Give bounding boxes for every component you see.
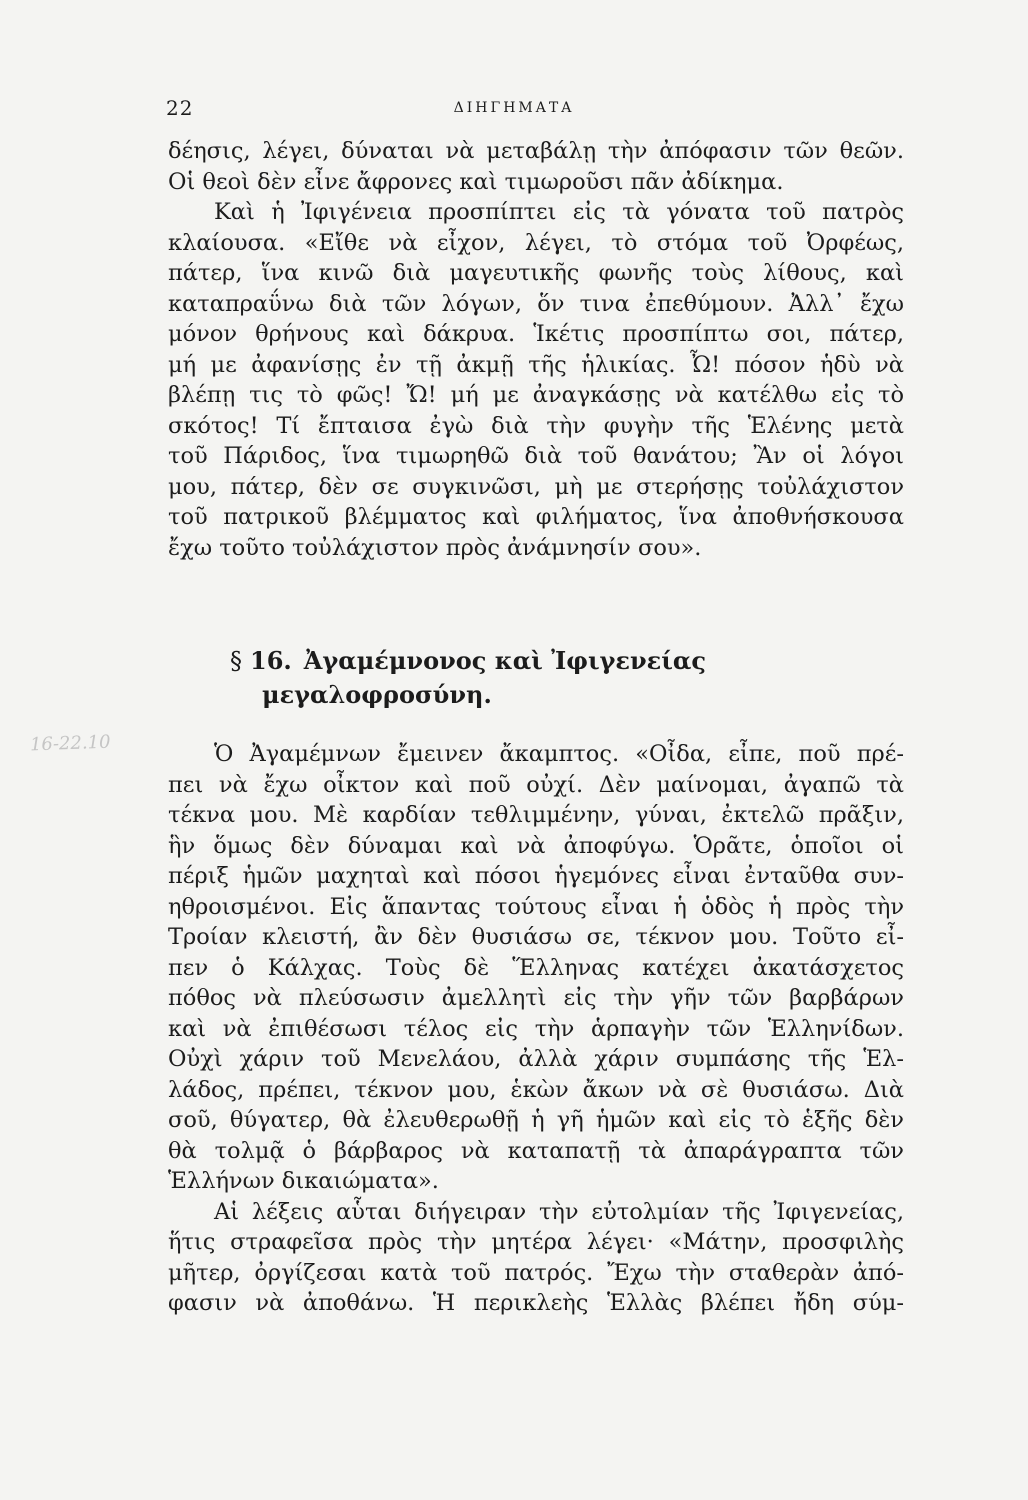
text-line: ἔχω τοῦτο τοὐλάχιστον πρὸς ἀνάμνησίν σου». — [168, 534, 702, 561]
page-number: 22 — [166, 96, 194, 120]
text-line: ἣν ὅμως δὲν δύναμαι καὶ νὰ ἀποφύγω. Ὁρᾶτε, ὁποῖοι οἱ — [168, 832, 904, 859]
text-line: πεν ὁ Κάλχας. Τοὺς δὲ Ἕλληνας κατέχει ἀκατάσχετος — [168, 954, 904, 981]
text-line: μή με ἀφανίσῃς ἐν τῇ ἀκμῇ τῆς ἡλικίας. Ὦ! πόσον ἡδὺ νὰ — [168, 351, 904, 378]
text-line: κλαίουσα. «Εἴθε νὰ εἶχον, λέγει, τὸ στόμα τοῦ Ὀρφέως, — [168, 229, 904, 256]
text-line: ηθροισμένοι. Εἰς ἅπαντας τούτους εἶναι ἡ ὁδὸς ἡ πρὸς τὴν — [168, 893, 904, 920]
text-line: τοῦ Πάριδος, ἵνα τιμωρηθῶ διὰ τοῦ θανάτου; Ἂν οἱ λόγοι — [168, 443, 904, 469]
text-line: δέησις, λέγει, δύναται νὰ μεταβάλῃ τὴν ἀπόφασιν τῶν θεῶν. — [168, 138, 904, 164]
text-line: μου, πάτερ, δὲν σε συγκινῶσι, μὴ με στερήσῃς τοὐλάχιστον — [168, 473, 904, 500]
text-line: καταπραΰνω διὰ τῶν λόγων, ὅν τινα ἐπεθύμουν. Ἀλλ᾽ ἔχω — [168, 290, 904, 317]
text-line: Ἑλλήνων δικαιώματα». — [168, 1168, 439, 1194]
text-line: πόθος νὰ πλεύσωσιν ἀμελλητὶ εἰς τὴν γῆν τῶν βαρβάρων — [168, 985, 904, 1011]
running-head: ΔΙΗΓΗΜΑΤΑ — [453, 100, 575, 116]
section-symbol: § — [230, 647, 242, 675]
text-line: πάτερ, ἵνα κινῶ διὰ μαγευτικῆς φωνῆς τοὺς λίθους, καὶ — [168, 260, 904, 286]
text-line: σοῦ, θύγατερ, θὰ ἐλευθερωθῇ ἡ γῆ ἡμῶν καὶ εἰς τὸ ἑξῆς δὲν — [168, 1107, 904, 1133]
text-line: μόνον θρήνους καὶ δάκρυα. Ἱκέτις προσπίπτω σοι, πάτερ, — [168, 321, 904, 347]
pencil-margin-note: 16-22.10 — [29, 731, 111, 756]
text-line: τέκνα μου. Μὲ καρδίαν τεθλιμμένην, γύναι, ἐκτελῶ πρᾶξιν, — [168, 802, 904, 828]
text-line: σκότος! Τί ἔπταισα ἐγὼ διὰ τὴν φυγὴν τῆς Ἑλένης μετὰ — [168, 412, 904, 439]
section-title-part-1: Ἀγαμέμνονος καὶ Ἰφιγενείας — [303, 646, 706, 675]
text-line: πέριξ ἡμῶν μαχηταὶ καὶ πόσοι ἡγεμόνες εἶναι ἐνταῦθα συν- — [168, 863, 904, 889]
text-line: Οἱ θεοὶ δὲν εἶνε ἄφρονες καὶ τιμωροῦσι πᾶν ἀδίκημα. — [168, 168, 784, 195]
text-line: καὶ νὰ ἐπιθέσωσι τέλος εἰς τὴν ἁρπαγὴν τῶν Ἑλληνίδων. — [168, 1015, 904, 1042]
section-title-part-2: μεγαλοφροσύνη. — [262, 680, 492, 709]
text-line: ἥτις στραφεῖσα πρὸς τὴν μητέρα λέγει· «Μάτην, προσφιλὴς — [168, 1229, 904, 1255]
text-line: τοῦ πατρικοῦ βλέμματος καὶ φιλήματος, ἵνα ἀποθνήσκουσα — [168, 504, 904, 530]
text-line: Αἱ λέξεις αὗται διήγειραν τὴν εὐτολμίαν τῆς Ἰφιγενείας, — [214, 1198, 904, 1225]
text-line: Οὐχὶ χάριν τοῦ Μενελάου, ἀλλὰ χάριν συμπάσης τῆς Ἑλ- — [168, 1046, 904, 1072]
section-number: 16. — [250, 646, 292, 675]
text-line: λάδος, πρέπει, τέκνον μου, ἑκὼν ἄκων νὰ σὲ θυσιάσω. Διὰ — [168, 1076, 904, 1103]
text-line: μῆτερ, ὀργίζεσαι κατὰ τοῦ πατρός. Ἔχω τὴν σταθερὰν ἀπό- — [168, 1259, 904, 1286]
text-line: Καὶ ἡ Ἰφιγένεια προσπίπτει εἰς τὰ γόνατα τοῦ πατρὸς — [214, 199, 904, 225]
text-line: θὰ τολμᾷ ὁ βάρβαρος νὰ καταπατῇ τὰ ἀπαράγραπτα τῶν — [168, 1137, 904, 1164]
text-line: Τροίαν κλειστή, ἂν δὲν θυσιάσω σε, τέκνον μου. Τοῦτο εἶ- — [168, 924, 904, 950]
text-line: πει νὰ ἔχω οἶκτον καὶ ποῦ οὐχί. Δὲν μαίνομαι, ἀγαπῶ τὰ — [168, 771, 904, 798]
text-line: Ὁ Ἀγαμέμνων ἔμεινεν ἄκαμπτος. «Οἶδα, εἶπε, ποῦ πρέ- — [214, 741, 904, 767]
text-line: φασιν νὰ ἀποθάνω. Ἡ περικλεὴς Ἑλλὰς βλέπει ἤδη σύμ- — [168, 1290, 904, 1316]
section-16-text — [168, 739, 904, 1319]
section-16-heading — [168, 644, 904, 712]
section-heading-line — [168, 644, 904, 678]
section-15-text — [168, 136, 904, 563]
text-line: βλέπῃ τις τὸ φῶς! Ὤ! μή με ἀναγκάσῃς νὰ κατέλθω εἰς τὸ — [168, 382, 904, 408]
